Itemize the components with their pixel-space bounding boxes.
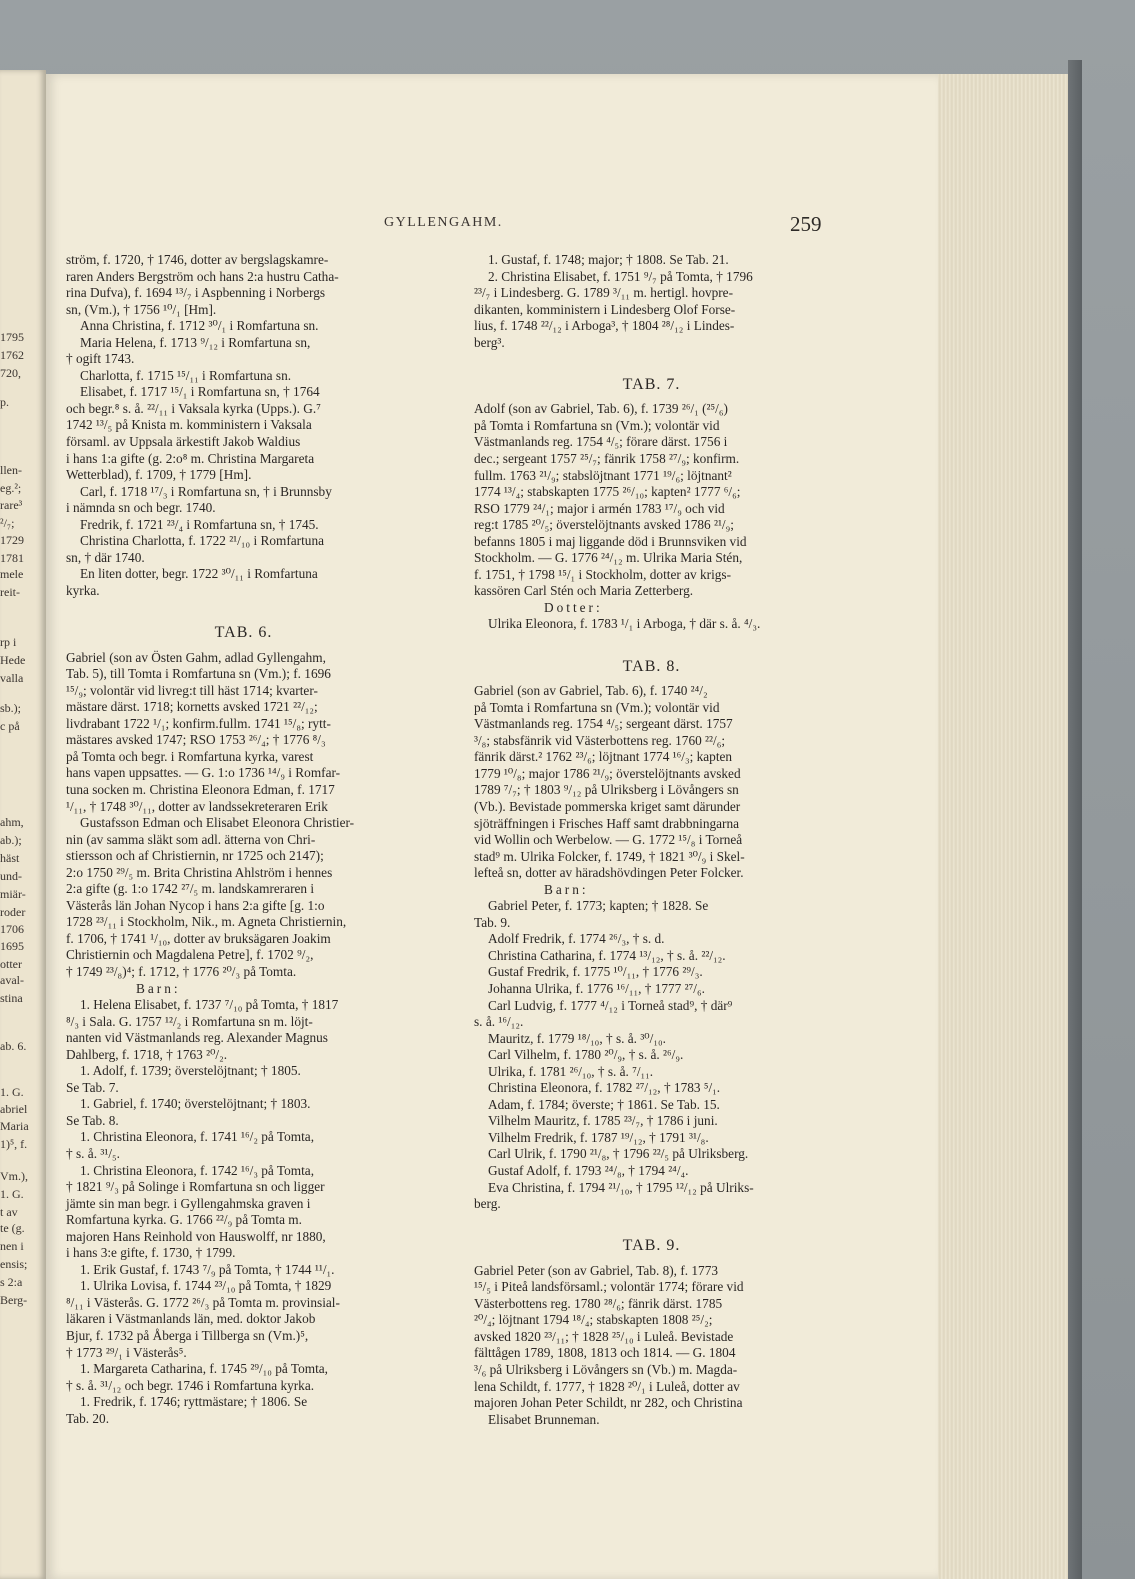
text-line: på Tomta i Romfartuna sn (Vm.); volontär vid — [474, 417, 720, 433]
margin-fragment: 1. G. — [0, 1085, 24, 1099]
text-line: 1. Adolf, f. 1739; överstelöjtnant; † 1805. — [80, 1063, 301, 1079]
text-line: Tab. 9. — [474, 914, 511, 930]
text-line: 1774 ¹³/₄; stabskapten 1775 ²⁶/₁₀; kapten² 1777 ⁶/₆; — [474, 484, 741, 500]
book-page — [46, 74, 938, 1579]
text-line: 1. Erik Gustaf, f. 1743 ⁷/₉ på Tomta, † 1744 ¹¹/₁. — [80, 1261, 335, 1277]
page-number: 259 — [790, 212, 822, 236]
margin-fragment: 1. G. — [0, 1187, 24, 1201]
text-line: livdrabant 1722 ¹/₁; konfirm.fullm. 1741 ¹⁵/₈; rytt- — [66, 715, 331, 731]
text-line: sjöträffningen i Frisches Haff samt drabbningarna — [474, 815, 740, 831]
text-line: berg. — [474, 1196, 501, 1212]
text-line: Johanna Ulrika, f. 1776 ¹⁶/₁₁, † 1777 ²⁷/₆. — [488, 980, 705, 996]
text-line: Anna Christina, f. 1712 ³⁰/₁ i Romfartuna sn. — [80, 318, 319, 334]
margin-fragment: Hede — [0, 653, 26, 667]
text-line: mästare därst. 1718; kornetts avsked 1721 ²²/₁₂; — [66, 699, 318, 715]
section-heading: TAB. 7. — [622, 375, 681, 393]
text-line: församl. av Uppsala ärkestift Jakob Waldius — [66, 434, 301, 450]
margin-fragment: 1)⁵, f. — [0, 1137, 28, 1151]
text-line: lena Schildt, f. 1777, † 1828 ²⁰/₁ i Luleå, dotter av — [474, 1378, 740, 1394]
text-line: rina Dufva), f. 1694 ¹³/₇ i Aspbenning i Norbergs — [66, 285, 326, 301]
page-stack-edge — [938, 74, 1068, 1579]
text-line: 1. Ulrika Lovisa, f. 1744 ²³/₁₀ på Tomta, † 1829 — [80, 1278, 332, 1294]
text-line: ²⁰/₄; löjtnant 1794 ¹⁸/₄; stabskapten 1808 ²⁵/₂; — [474, 1312, 713, 1328]
text-line: ³/₈; stabsfänrik vid Västerbottens reg. 1760 ²²/₆; — [474, 732, 726, 748]
margin-fragment: rp i — [0, 635, 17, 649]
text-line: Gabriel Peter (son av Gabriel, Tab. 8), f. 1773 — [474, 1262, 719, 1278]
text-line: 1728 ²³/₁₁ i Stockholm, Nik., m. Agneta Christiernin, — [66, 914, 347, 930]
text-line: Carl Ulrik, f. 1790 ²¹/₈, † 1796 ²²/₅ på Ulriksberg. — [488, 1146, 749, 1162]
text-line: majoren Hans Reinhold von Hauswolff, nr 1880, — [66, 1228, 326, 1244]
margin-fragment: mele — [0, 567, 24, 581]
text-line: † s. å. ³¹/₅. — [66, 1145, 120, 1161]
text-line: Maria Helena, f. 1713 ⁹/₁₂ i Romfartuna sn, — [80, 334, 311, 350]
previous-page-edge — [0, 70, 46, 1579]
text-line: Ulrika Eleonora, f. 1783 ¹/₁ i Arboga, † där s. å. ⁴/₃. — [488, 616, 761, 632]
margin-fragment: reit- — [0, 585, 20, 599]
text-line: Vilhelm Fredrik, f. 1787 ¹⁹/₁₂, † 1791 ³¹/₈. — [488, 1129, 709, 1145]
text-line: nin (av samma släkt som adl. ätterna von Chri- — [66, 831, 316, 847]
text-line: f. 1706, † 1741 ¹/₁₀, dotter av bruksägaren Joakim — [66, 930, 331, 946]
line-gap — [474, 1213, 829, 1230]
text-line: fälttågen 1789, 1808, 1813 och 1814. — G. 1804 — [474, 1345, 736, 1361]
margin-fragment: miär- — [0, 887, 26, 901]
margin-fragment: häst — [0, 851, 20, 865]
text-line: 2. Christina Elisabet, f. 1751 ⁹/₇ på Tomta, † 1796 — [488, 268, 753, 284]
text-line: Gabriel (son av Gabriel, Tab. 6), f. 1740 ²⁴/₂ — [474, 683, 708, 699]
margin-fragment: valla — [0, 671, 24, 685]
text-line: Gabriel (son av Östen Gahm, adlad Gyllengahm, — [66, 649, 326, 665]
text-line: f. 1751, † 1798 ¹⁵/₁ i Stockholm, dotter av krigs- — [474, 566, 732, 582]
text-line: 1. Margareta Catharina, f. 1745 ²⁹/₁₀ på Tomta, — [80, 1361, 328, 1377]
text-line: dikanten, komministern i Lindesberg Olof Forse- — [474, 301, 736, 317]
margin-fragment: ab.); — [0, 833, 22, 847]
text-line: † 1773 ²⁹/₁ i Västerås⁵. — [66, 1344, 187, 1360]
text-line: stiersson och af Christiernin, nr 1725 och 2147); — [66, 848, 324, 864]
text-line: fullm. 1763 ²¹/₉; stabslöjtnant 1771 ¹⁹/₆; löjtnant² — [474, 467, 732, 483]
children-heading: Barn: — [136, 980, 181, 996]
text-line: i hans 1:a gifte (g. 2:o⁸ m. Christina Margareta — [66, 450, 315, 466]
section-heading: TAB. 6. — [214, 624, 273, 642]
text-line: på Tomta och begr. i Romfartuna kyrka, varest — [66, 748, 314, 764]
text-line: Christina Charlotta, f. 1722 ²¹/₁₀ i Romfartuna — [80, 533, 324, 549]
margin-fragment: roder — [0, 905, 26, 919]
section-heading: TAB. 8. — [622, 657, 681, 675]
text-line: ⁸/₃ i Sala. G. 1757 ¹²/₂ i Romfartuna sn m. löjt- — [66, 1013, 313, 1029]
text-line: vid Wollin och Werbelow. — G. 1772 ¹⁵/₈ i Torneå — [474, 832, 743, 848]
margin-fragment: abriel — [0, 1102, 28, 1116]
text-line: Carl, f. 1718 ¹⁷/₃ i Romfartuna sn, † i Brunnsby — [80, 483, 332, 499]
margin-fragment: 1695 — [0, 939, 24, 953]
text-line: (Vb.). Bevistade pommerska kriget samt därunder — [474, 798, 741, 814]
text-line: † 1821 ⁹/₃ på Solinge i Romfartuna sn och ligger — [66, 1179, 325, 1195]
text-line: Stockholm. — G. 1776 ²⁴/₁₂ m. Ulrika Maria Stén, — [474, 550, 743, 566]
text-line: Christina Eleonora, f. 1782 ²⁷/₁₂, † 1783 ⁵/₁. — [488, 1080, 721, 1096]
text-line: sn, (Vm.), † 1756 ¹⁰/₁ [Hm]. — [66, 301, 217, 317]
margin-fragment: te (g. — [0, 1221, 25, 1235]
margin-fragment: Maria — [0, 1119, 29, 1133]
margin-fragment: aval- — [0, 973, 24, 987]
text-line: 1. Gabriel, f. 1740; överstelöjtnant; † 1803. — [80, 1096, 311, 1112]
text-line: Carl Vilhelm, f. 1780 ²⁰/₉, † s. å. ²⁶/₉. — [488, 1047, 684, 1063]
margin-fragment: otter — [0, 957, 22, 971]
text-line: ²³/₇ i Lindesberg. G. 1789 ³/₁₁ m. hertigl. hovpre- — [474, 285, 734, 301]
text-line: i hans 3:e gifte, f. 1730, † 1799. — [66, 1245, 236, 1261]
text-line: Västmanlands reg. 1754 ⁴/₅; sergeant därst. 1757 — [474, 716, 733, 732]
book-spine — [1068, 60, 1082, 1579]
text-line: 1. Christina Eleonora, f. 1742 ¹⁶/₃ på Tomta, — [80, 1162, 315, 1178]
text-line: mästares avsked 1747; RSO 1753 ²⁶/₄; † 1776 ⁸/₃ — [66, 732, 326, 748]
text-line: 1. Fredrik, f. 1746; ryttmästare; † 1806. Se — [80, 1394, 308, 1410]
margin-fragment: ab. 6. — [0, 1039, 27, 1053]
text-line: Gustaf Adolf, f. 1793 ²⁴/₈, † 1794 ²⁴/₄. — [488, 1162, 689, 1178]
left-text-column — [66, 252, 421, 1427]
margin-fragment: Berg- — [0, 1293, 28, 1307]
margin-fragment: und- — [0, 869, 22, 883]
margin-fragment: 1781 — [0, 551, 24, 565]
text-line: Wetterblad), f. 1709, † 1779 [Hm]. — [66, 467, 252, 483]
text-line: Gustafsson Edman och Elisabet Eleonora Christier- — [80, 815, 355, 831]
text-line: kassören Carl Stén och Maria Zetterberg. — [474, 583, 694, 599]
text-line: avsked 1820 ²³/₁₁; † 1828 ²⁵/₁₀ i Luleå. Bevistade — [474, 1328, 734, 1344]
text-line: fänrik därst.² 1762 ²³/₆; löjtnant 1774 ¹⁶/₃; kapten — [474, 749, 733, 765]
text-line: Gustaf Fredrik, f. 1775 ¹⁰/₁₁, † 1776 ²⁹/₃. — [488, 964, 703, 980]
text-line: Romfartuna kyrka. G. 1766 ²²/₉ på Tomta m. — [66, 1212, 302, 1228]
text-line: och begr.⁸ s. å. ²²/₁₁ i Vaksala kyrka (Upps.). G.⁷ — [66, 400, 321, 416]
section-heading: TAB. 9. — [622, 1237, 681, 1255]
margin-fragment: 1729 — [0, 533, 24, 547]
text-line: Tab. 20. — [66, 1410, 110, 1426]
margin-fragment: c på — [0, 719, 20, 733]
text-line: stad⁹ m. Ulrika Folcker, f. 1749, † 1821 ³⁰/₉ i Skel- — [474, 848, 745, 864]
children-heading: Dotter: — [544, 599, 603, 615]
margin-fragment: 1795 — [0, 330, 24, 344]
text-line: En liten dotter, begr. 1722 ³⁰/₁₁ i Romfartuna — [80, 566, 318, 582]
text-line: RSO 1779 ²⁴/₁; major i armén 1783 ¹⁷/₉ och vid — [474, 500, 725, 516]
text-line: Fredrik, f. 1721 ²³/₄ i Romfartuna sn, † 1745. — [80, 516, 319, 532]
text-line: lius, f. 1748 ²²/₁₂ i Arboga³, † 1804 ²⁸/₁₂ i Lindes- — [474, 318, 735, 334]
text-line: Västmanlands reg. 1754 ⁴/₅; förare därst. 1756 i — [474, 434, 728, 450]
margin-fragment: Vm.), — [0, 1169, 28, 1183]
margin-fragment: 1706 — [0, 922, 24, 936]
text-line: s. å. ¹⁶/₁₂. — [474, 1014, 524, 1030]
text-line: 2:o 1750 ²⁹/₅ m. Brita Christina Ahlström i hennes — [66, 864, 333, 880]
text-line: Vilhelm Mauritz, f. 1785 ²³/₇, † 1786 i juni. — [488, 1113, 718, 1129]
right-text-column — [474, 252, 829, 1428]
text-line: jämte sin man begr. i Gyllengahmska graven i — [66, 1195, 311, 1211]
text-line: 1. Gustaf, f. 1748; major; † 1808. Se Tab. 21. — [488, 252, 729, 267]
text-line: 1. Christina Eleonora, f. 1741 ¹⁶/₂ på Tomta, — [80, 1129, 315, 1145]
margin-fragment: ensis; — [0, 1257, 28, 1271]
text-line: reg:t 1785 ²⁰/₅; överstelöjtnants avsked 1786 ²¹/₉; — [474, 517, 734, 533]
margin-fragment: ahm, — [0, 815, 24, 829]
text-line: ¹⁵/₉; volontär vid livreg:t till häst 1714; kvarter- — [66, 682, 318, 698]
text-line: Adolf (son av Gabriel, Tab. 6), f. 1739 ²⁶/₁ (²⁵/₆) — [474, 401, 728, 417]
text-line: † 1749 ²³/₈)⁴; f. 1712, † 1776 ²⁰/₃ på Tomta. — [66, 963, 297, 979]
text-line: raren Anders Bergström och hans 2:a hustru Catha- — [66, 268, 339, 284]
text-line: 2:a gifte (g. 1:o 1742 ²⁷/₅ m. landskamreraren i — [66, 881, 315, 897]
margin-fragment: t av — [0, 1205, 18, 1219]
line-gap — [474, 351, 829, 368]
text-line: Bjur, f. 1732 på Åberga i Tillberga sn (Vm.)⁵, — [66, 1328, 309, 1343]
text-line: läkaren i Västmanlands län, med. doktor Jakob — [66, 1311, 316, 1327]
page-header — [46, 212, 938, 239]
line-gap — [474, 633, 829, 650]
text-line: ³/₆ på Ulriksberg i Lövångers sn (Vb.) m. Magda- — [474, 1362, 738, 1377]
text-line: sn, † där 1740. — [66, 549, 145, 565]
text-line: nanten vid Västmanlands reg. Alexander Magnus — [66, 1030, 328, 1046]
margin-fragment: p. — [0, 395, 9, 409]
margin-fragment: llen- — [0, 463, 22, 477]
text-line: ⁸/₁₁ i Västerås. G. 1772 ²⁶/₃ på Tomta m. provinsial- — [66, 1294, 340, 1310]
text-line: Elisabet Brunneman. — [488, 1411, 600, 1427]
margin-fragment: stina — [0, 991, 23, 1005]
text-line: kyrka. — [66, 582, 100, 598]
text-line: i nämnda sn och begr. 1740. — [66, 500, 216, 516]
text-line: ¹/₁₁, † 1748 ³⁰/₁₁, dotter av landssekreteraren Erik — [66, 798, 328, 814]
text-line: Adolf Fredrik, f. 1774 ²⁶/₃, † s. d. — [488, 931, 665, 947]
text-line: Carl Ludvig, f. 1777 ⁴/₁₂ i Torneå stad⁹, † där⁹ — [488, 997, 733, 1013]
text-line: Se Tab. 8. — [66, 1112, 119, 1128]
text-line: lefteå sn, dotter av häradshövdingen Peter Folcker. — [474, 865, 744, 881]
text-line: Elisabet, f. 1717 ¹⁵/₁ i Romfartuna sn, † 1764 — [80, 384, 320, 400]
text-line: Christiernin och Magdalena Petre], f. 1702 ⁹/₂, — [66, 947, 314, 963]
margin-fragment: ²/₇; — [0, 516, 15, 530]
text-line: Tab. 5), till Tomta i Romfartuna sn (Vm.); f. 1696 — [66, 666, 331, 682]
text-line: Adam, f. 1784; överste; † 1861. Se Tab. 15. — [488, 1096, 720, 1112]
text-line: Ulrika, f. 1781 ²⁶/₁₀, † s. å. ⁷/₁₁. — [488, 1063, 654, 1079]
text-line: 1. Helena Elisabet, f. 1737 ⁷/₁₀ på Tomta, † 1817 — [80, 997, 339, 1013]
text-line: Västerås län Johan Nycop i hans 2:a gifte [g. 1:o — [66, 897, 325, 913]
text-line: Se Tab. 7. — [66, 1079, 119, 1095]
margin-fragment: s 2:a — [0, 1275, 23, 1289]
text-line: tuna socken m. Christina Eleonora Edman, f. 1717 — [66, 781, 335, 797]
text-line: majoren Johan Peter Schildt, nr 282, och Christina — [474, 1395, 743, 1411]
text-line: Charlotta, f. 1715 ¹⁵/₁₁ i Romfartuna sn. — [80, 367, 292, 383]
text-line: Christina Catharina, f. 1774 ¹³/₁₂, † s. å. ²²/₁₂. — [488, 947, 726, 963]
text-line: Gabriel Peter, f. 1773; kapten; † 1828. Se — [488, 898, 709, 914]
running-head: GYLLENGAHM. — [384, 215, 503, 230]
text-line: Eva Christina, f. 1794 ²¹/₁₀, † 1795 ¹²/₁₂ på Ulriks- — [488, 1179, 754, 1195]
text-line: berg³. — [474, 334, 505, 350]
text-line: Dahlberg, f. 1718, † 1763 ²⁰/₂. — [66, 1046, 228, 1062]
text-line: Västerbottens reg. 1780 ²⁸/₆; fänrik därst. 1785 — [474, 1295, 723, 1311]
text-line: 1779 ¹⁰/₈; major 1786 ²¹/₉; överstelöjtnants avsked — [474, 765, 741, 781]
children-heading: Barn: — [544, 881, 589, 897]
margin-fragment: rare³ — [0, 498, 23, 512]
text-line: † s. å. ³¹/₁₂ och begr. 1746 i Romfartuna kyrka. — [66, 1377, 315, 1393]
text-line: dec.; sergeant 1757 ²⁵/₇; fänrik 1758 ²⁷/₉; konfirm. — [474, 451, 740, 467]
text-line: ¹⁵/₅ i Piteå landsförsaml.; volontär 1774; förare vid — [474, 1279, 744, 1295]
text-line: Mauritz, f. 1779 ¹⁸/₁₀, † s. å. ³⁰/₁₀. — [488, 1030, 666, 1046]
text-line: befanns 1805 i maj liggande död i Brunnsviken vid — [474, 533, 747, 549]
text-line: ström, f. 1720, † 1746, dotter av bergslagskamre- — [66, 252, 329, 267]
text-line: hans vapen uppsattes. — G. 1:o 1736 ¹⁴/₉ i Romfar- — [66, 765, 341, 781]
margin-fragment: 720, — [0, 366, 21, 380]
margin-fragment: 1762 — [0, 348, 24, 362]
text-line: på Tomta i Romfartuna sn (Vm.); volontär vid — [474, 699, 720, 715]
margin-fragment: nen i — [0, 1239, 24, 1253]
text-line: 1789 ⁷/₇; † 1803 ⁹/₁₂ på Ulriksberg i Lövångers sn — [474, 782, 739, 798]
margin-fragment: sb.); — [0, 701, 21, 715]
text-line: † ogift 1743. — [66, 351, 135, 367]
line-gap — [66, 599, 421, 616]
margin-fragment: eg.²; — [0, 481, 22, 495]
text-line: 1742 ¹³/₅ på Knista m. komministern i Vaksala — [66, 417, 312, 433]
